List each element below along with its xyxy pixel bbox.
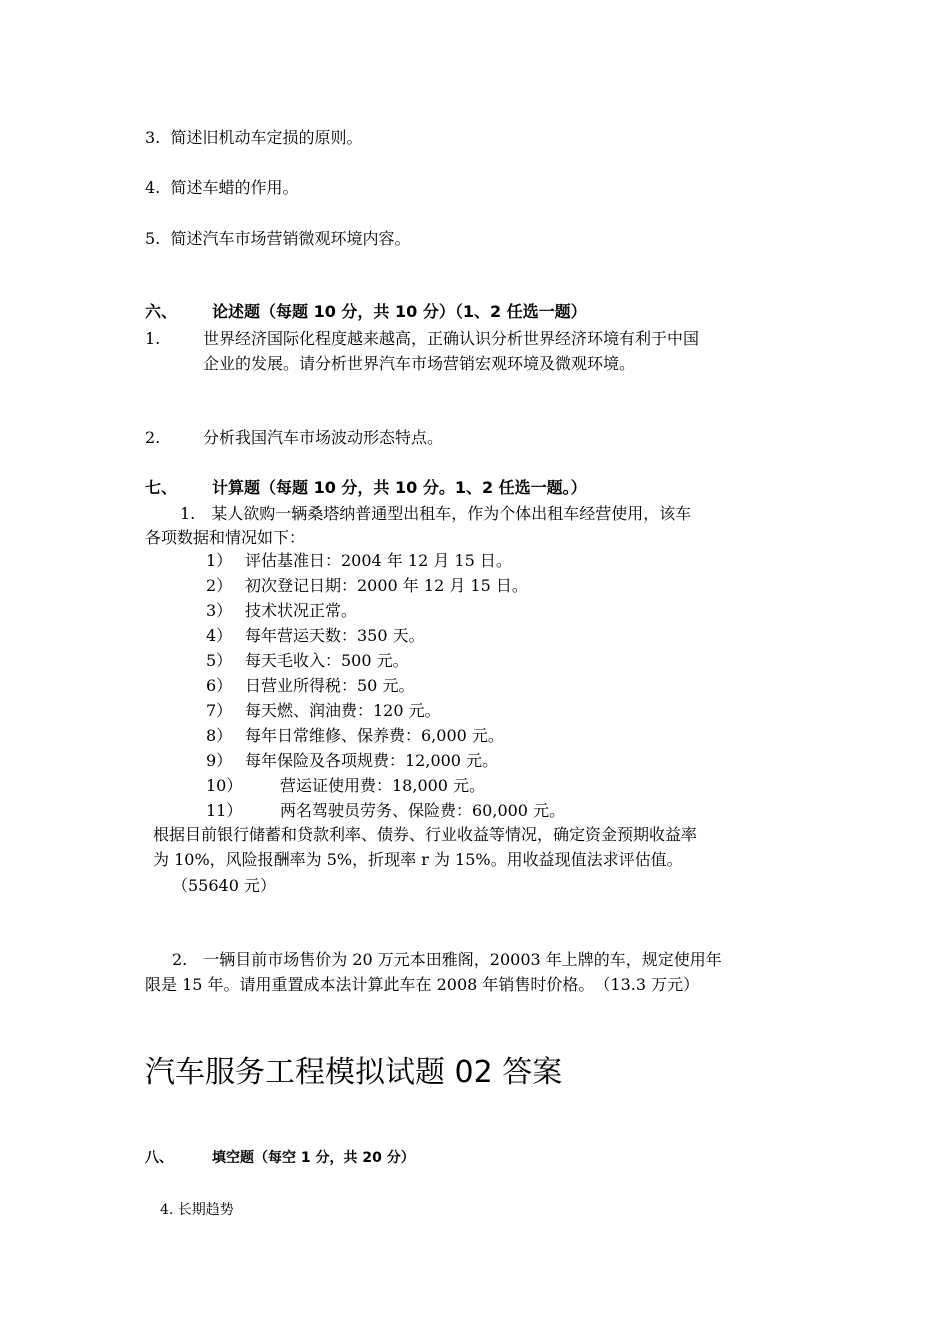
data-item-text: 日营业所得税：50 元。	[245, 676, 415, 695]
data-item-text: 初次登记日期：2000 年 12 月 15 日。	[245, 576, 528, 595]
calc-2-line-1: 2. 一辆目前市场售价为 20 万元本田雅阁，20003 年上牌的车，规定使用年	[172, 950, 722, 969]
data-item-text: 两名驾驶员劳务、保险费：60,000 元。	[280, 801, 566, 820]
data-item-number: 5）	[206, 651, 233, 670]
data-item-text: 每天燃、润油费：120 元。	[245, 701, 441, 720]
question-number: 3.	[145, 128, 161, 147]
essay-2-line-1: 分析我国汽车市场波动形态特点。	[203, 428, 444, 447]
section-6-num: 六、	[145, 302, 178, 321]
data-item-number: 3）	[206, 601, 233, 620]
section-7-heading: 计算题（每题 10 分，共 10 分。1、2 任选一题。）	[212, 478, 587, 497]
data-item-text: 每天毛收入：500 元。	[245, 651, 409, 670]
conclusion-line-2: 为 10%，风险报酬率为 5%，折现率 r 为 15%。用收益现值法求评估值。	[153, 850, 683, 869]
data-item-number: 7）	[206, 701, 233, 720]
question-text: 简述汽车市场营销微观环境内容。	[170, 229, 411, 248]
data-item-number: 8）	[206, 726, 233, 745]
section-7-num: 七、	[145, 478, 178, 497]
data-item-text: 技术状况正常。	[245, 601, 358, 620]
answer-1: （55640 元）	[172, 876, 276, 895]
data-item-text: 每年营运天数：350 天。	[245, 626, 425, 645]
conclusion-line-1: 根据目前银行储蓄和贷款利率、债券、行业收益等情况，确定资金预期收益率	[153, 825, 698, 844]
question-4	[145, 177, 298, 199]
answers-title: 汽车服务工程模拟试题 02 答案	[145, 1055, 563, 1090]
data-item-text: 每年保险及各项规费：12,000 元。	[245, 751, 499, 770]
data-item-number: 10）	[206, 776, 243, 795]
data-item-text: 每年日常维修、保养费：6,000 元。	[245, 726, 504, 745]
data-item-number: 1）	[206, 551, 233, 570]
essay-1-line-2: 企业的发展。请分析世界汽车市场营销宏观环境及微观环境。	[203, 354, 636, 373]
essay-1-number: 1.	[145, 329, 161, 348]
section-6-heading: 论述题（每题 10 分，共 10 分）（1、2 任选一题）	[212, 302, 587, 321]
section-8-num: 八、	[145, 1150, 173, 1166]
question-number: 4.	[145, 178, 161, 197]
calc-2-line-2: 限是 15 年。请用重置成本法计算此车在 2008 年销售时价格。 （13.3 万元）	[145, 975, 700, 994]
data-item-number: 9）	[206, 751, 233, 770]
question-5	[145, 228, 410, 250]
question-text: 简述旧机动车定损的原则。	[170, 128, 363, 147]
question-3	[145, 127, 362, 149]
data-item-number: 6）	[206, 676, 233, 695]
calc-1-line-1: 1. 某人欲购一辆桑塔纳普通型出租车，作为个体出租车经营使用，该车	[180, 504, 692, 523]
answer-item-4: 4. 长期趋势	[160, 1202, 234, 1218]
question-text: 简述车蜡的作用。	[170, 178, 299, 197]
data-item-text: 营运证使用费：18,000 元。	[280, 776, 486, 795]
essay-1-line-1: 世界经济国际化程度越来越高，正确认识分析世界经济环境有利于中国	[203, 329, 700, 348]
data-item-text: 评估基准日：2004 年 12 月 15 日。	[245, 551, 512, 570]
question-number: 5.	[145, 229, 161, 248]
data-item-number: 4）	[206, 626, 233, 645]
data-item-number: 11）	[206, 801, 243, 820]
calc-1-line-2: 各项数据和情况如下：	[145, 528, 306, 547]
data-item-number: 2）	[206, 576, 233, 595]
essay-2-number: 2.	[145, 428, 161, 447]
section-8-heading: 填空题（每空 1 分，共 20 分）	[212, 1150, 415, 1166]
